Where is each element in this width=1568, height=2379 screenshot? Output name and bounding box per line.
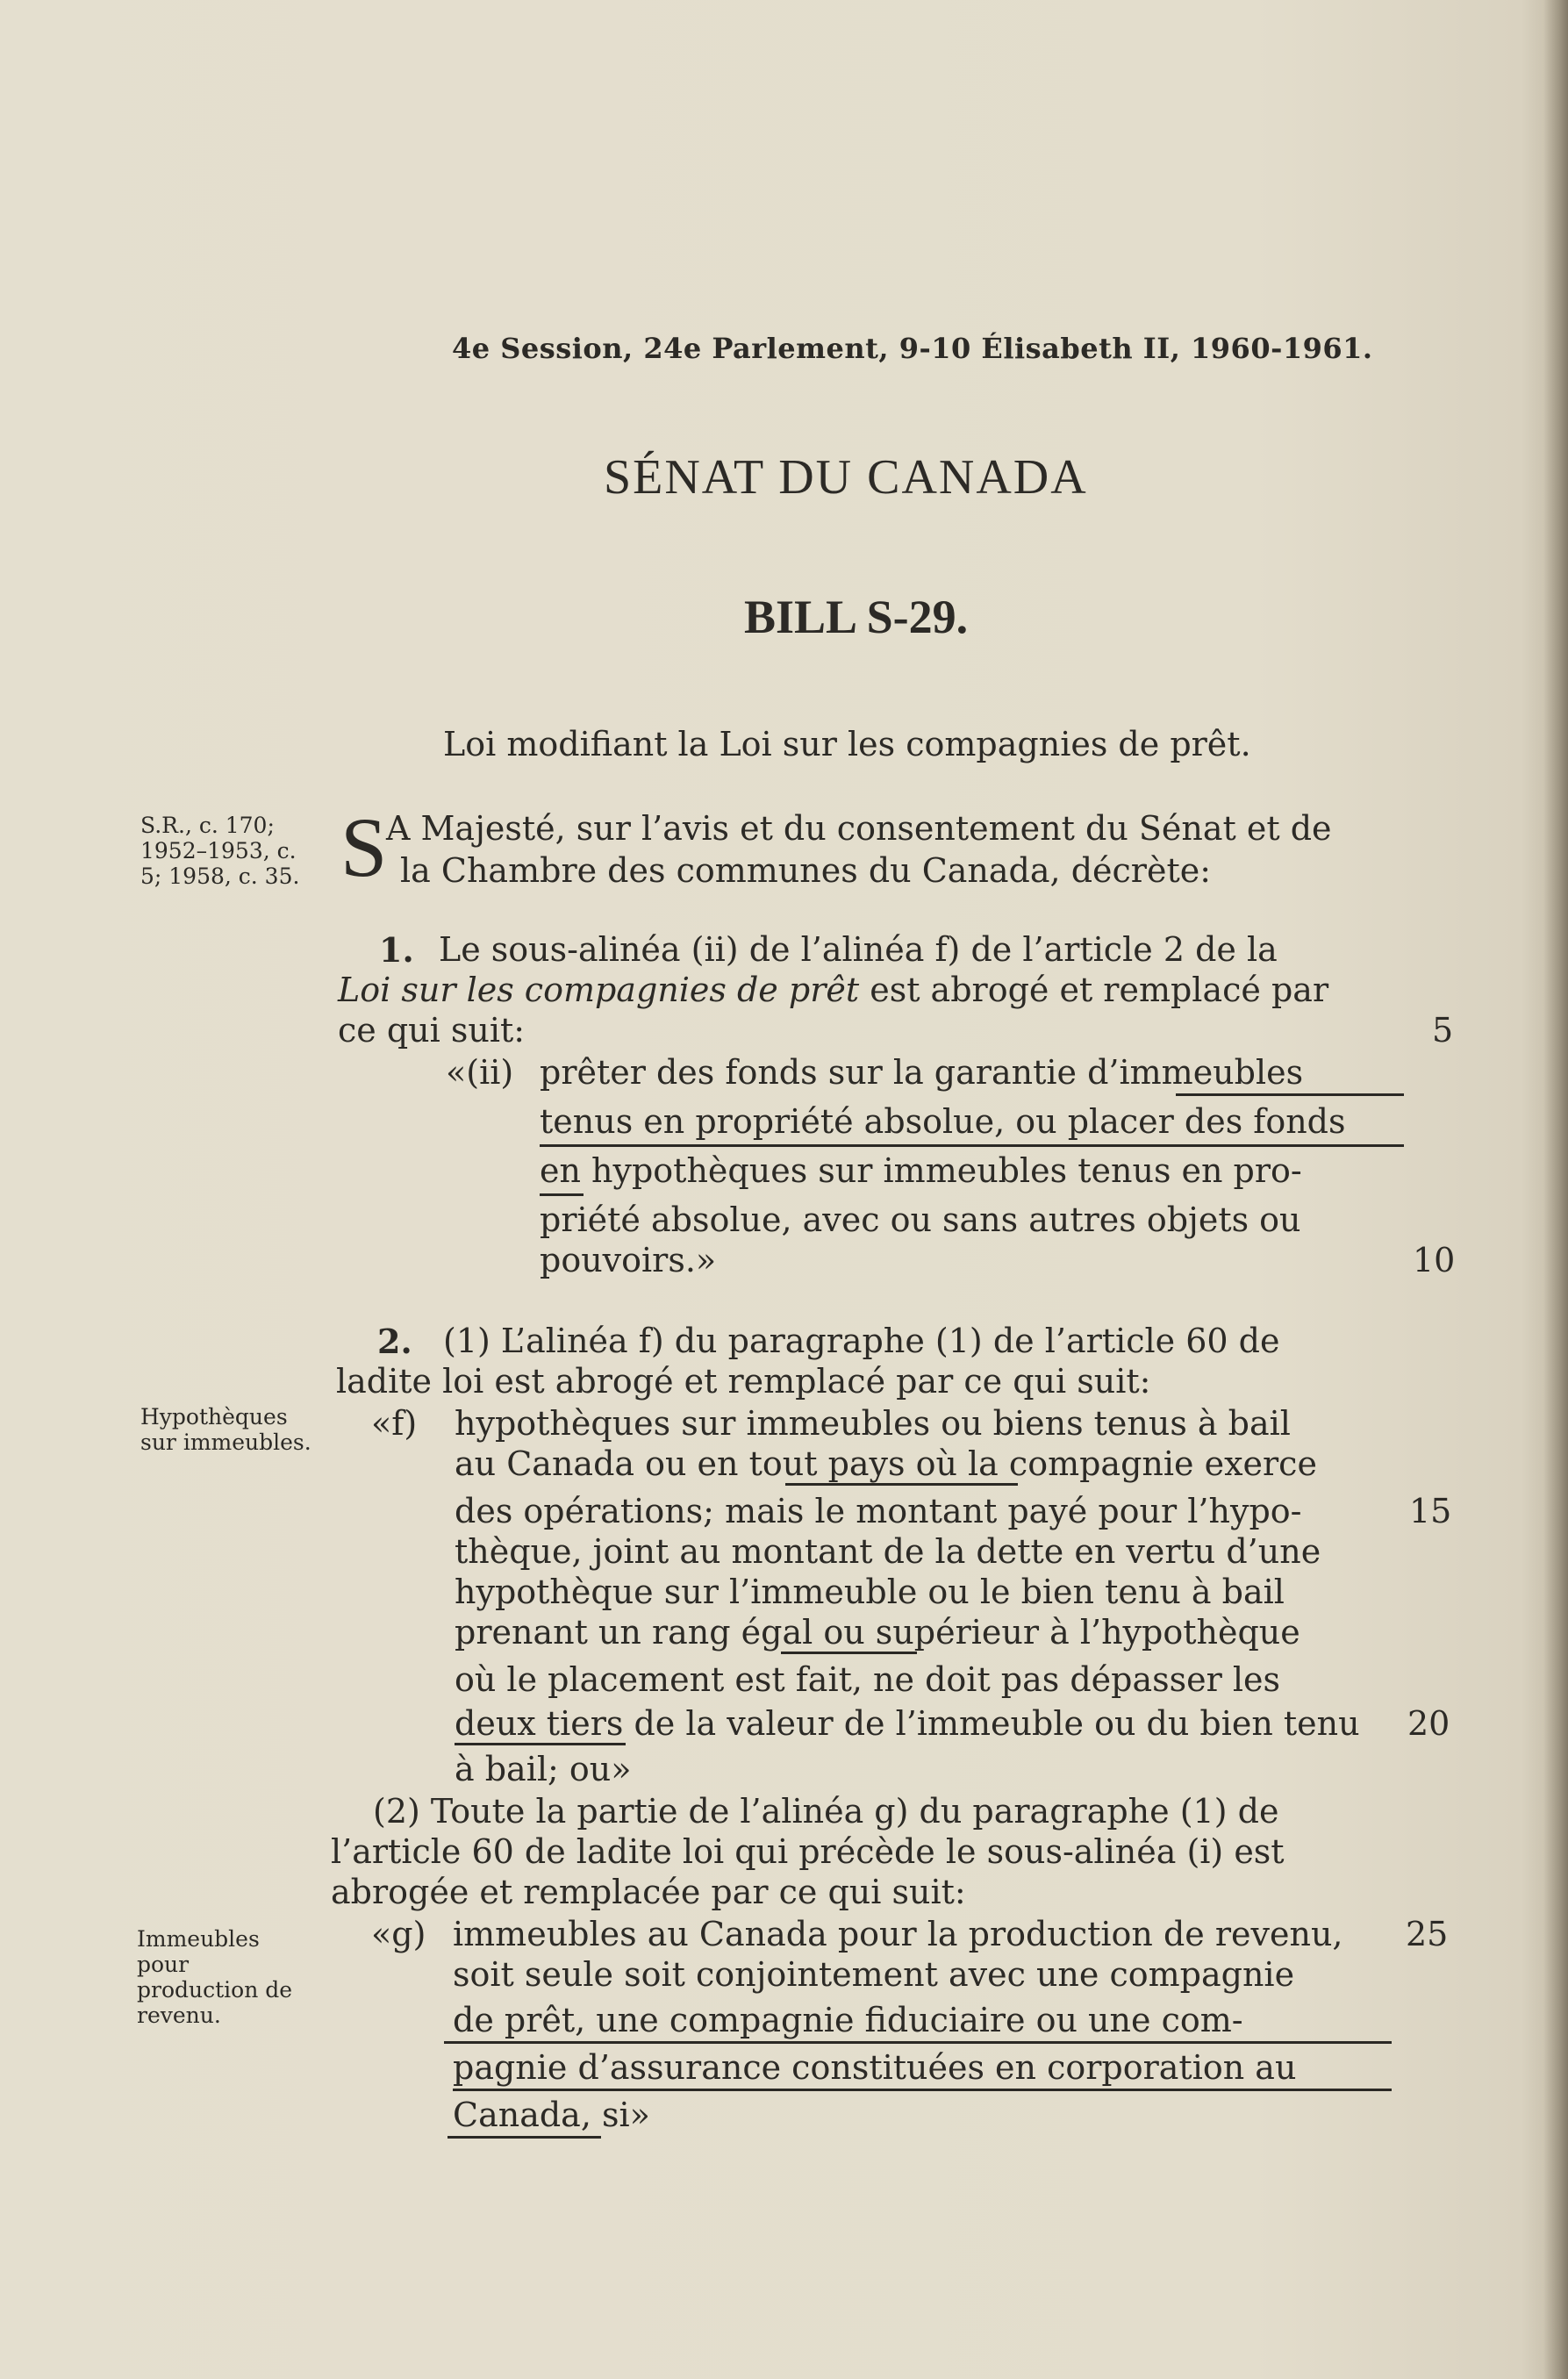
quote-g-line-4: pagnie d’assurance constituées en corporation au	[453, 2048, 1297, 2087]
quote-f-label: «f)	[371, 1404, 418, 1443]
enacting-line-1: A Majesté, sur l’avis et du consentement du Sénat et de	[386, 809, 1332, 848]
subsection-2-line-1: (2) Toute la partie de l’alinéa g) du paragraphe (1) de	[373, 1792, 1279, 1831]
section-2-line-1: (1) L’alinéa f) du paragraphe (1) de l’article 60 de	[443, 1322, 1280, 1360]
page-edge-shadow	[1543, 0, 1568, 2379]
section-1-line-1: Le sous-alinéa (ii) de l’alinéa f) de l’article 2 de la	[439, 930, 1278, 969]
quote-ii-line-3: en hypothèques sur immeubles tenus en pro-	[540, 1151, 1302, 1190]
quote-g-line-3: de prêt, une compagnie fiduciaire ou une com-	[453, 2001, 1243, 2039]
quote-g-label: «g)	[371, 1915, 426, 1953]
quote-f-line-4: thèque, joint au montant de la dette en vertu d’une	[455, 1532, 1321, 1571]
underline-mark	[781, 1652, 917, 1654]
line-number-10: 10	[1413, 1241, 1456, 1279]
section-2-line-2: ladite loi est abrogé et remplacé par ce qui suit:	[336, 1362, 1151, 1401]
line-number-5: 5	[1432, 1011, 1454, 1050]
section-1-line-2	[338, 971, 1328, 1009]
bill-number: BILL S-29.	[744, 591, 969, 643]
line-number-20: 20	[1407, 1704, 1450, 1743]
margin-note-hypotheques: Hypothèques sur immeubles.	[140, 1404, 311, 1455]
quote-g-line-2: soit seule soit conjointement avec une compagnie	[453, 1955, 1295, 1994]
quote-ii-line-1: prêter des fonds sur la garantie d’immeubles	[540, 1053, 1304, 1092]
session-header: 4e Session, 24e Parlement, 9-10 Élisabeth II, 1960-1961.	[452, 332, 1373, 365]
act-title-italic: Loi sur les compagnies de prêt	[338, 971, 860, 1009]
underline-mark	[540, 1144, 1404, 1147]
quote-g-line-5: Canada, si»	[453, 2096, 650, 2134]
quote-f-line-1: hypothèques sur immeubles ou biens tenus à bail	[455, 1404, 1291, 1443]
line-number-25: 25	[1406, 1915, 1449, 1953]
subsection-2-line-2: l’article 60 de ladite loi qui précède le sous-alinéa (i) est	[331, 1832, 1285, 1871]
underline-mark	[455, 1743, 626, 1745]
margin-note-citation: S.R., c. 170; 1952–1953, c. 5; 1958, c. 35.	[140, 813, 300, 889]
section-1-number: 1.	[379, 930, 414, 970]
underline-mark	[785, 1483, 1018, 1486]
senate-heading: SÉNAT DU CANADA	[604, 450, 1088, 505]
quote-ii-line-5: pouvoirs.»	[540, 1241, 717, 1279]
quote-f-line-7: où le placement est fait, ne doit pas dépasser les	[455, 1660, 1281, 1699]
section-2-number: 2.	[377, 1322, 412, 1361]
enacting-dropcap: S	[340, 800, 388, 894]
underline-mark	[444, 2041, 1392, 2044]
quote-f-line-6: prenant un rang égal ou supérieur à l’hypothèque	[455, 1613, 1300, 1652]
quote-ii-line-2: tenus en propriété absolue, ou placer des fonds	[540, 1102, 1346, 1141]
section-1-line-3: ce qui suit:	[338, 1011, 526, 1050]
underline-mark	[1176, 1093, 1404, 1096]
line-number-15: 15	[1409, 1492, 1452, 1530]
enacting-line-2: la Chambre des communes du Canada, décrète:	[400, 851, 1212, 890]
quote-f-line-9: à bail; ou»	[455, 1750, 632, 1788]
quote-f-line-2: au Canada ou en tout pays où la compagnie exerce	[455, 1444, 1317, 1483]
quote-f-line-8: deux tiers de la valeur de l’immeuble ou du bien tenu	[455, 1704, 1360, 1743]
quote-f-line-3: des opérations; mais le montant payé pour l’hypo-	[455, 1492, 1302, 1530]
underline-mark	[540, 1193, 584, 1196]
quote-f-line-5: hypothèque sur l’immeuble ou le bien tenu à bail	[455, 1573, 1285, 1611]
subsection-2-line-3: abrogée et remplacée par ce qui suit:	[331, 1873, 966, 1911]
margin-note-immeubles: Immeubles pour production de revenu.	[137, 1926, 293, 2028]
underline-mark	[453, 2089, 1392, 2091]
section-1-line-2-rest: est abrogé et remplacé par	[859, 971, 1329, 1009]
quote-g-line-1: immeubles au Canada pour la production de revenu,	[453, 1915, 1343, 1953]
underline-mark	[447, 2136, 601, 2139]
bill-title: Loi modifiant la Loi sur les compagnies de prêt.	[443, 725, 1251, 763]
quote-ii-label: «(ii)	[446, 1053, 514, 1092]
quote-ii-line-4: priété absolue, avec ou sans autres objets ou	[540, 1200, 1301, 1239]
